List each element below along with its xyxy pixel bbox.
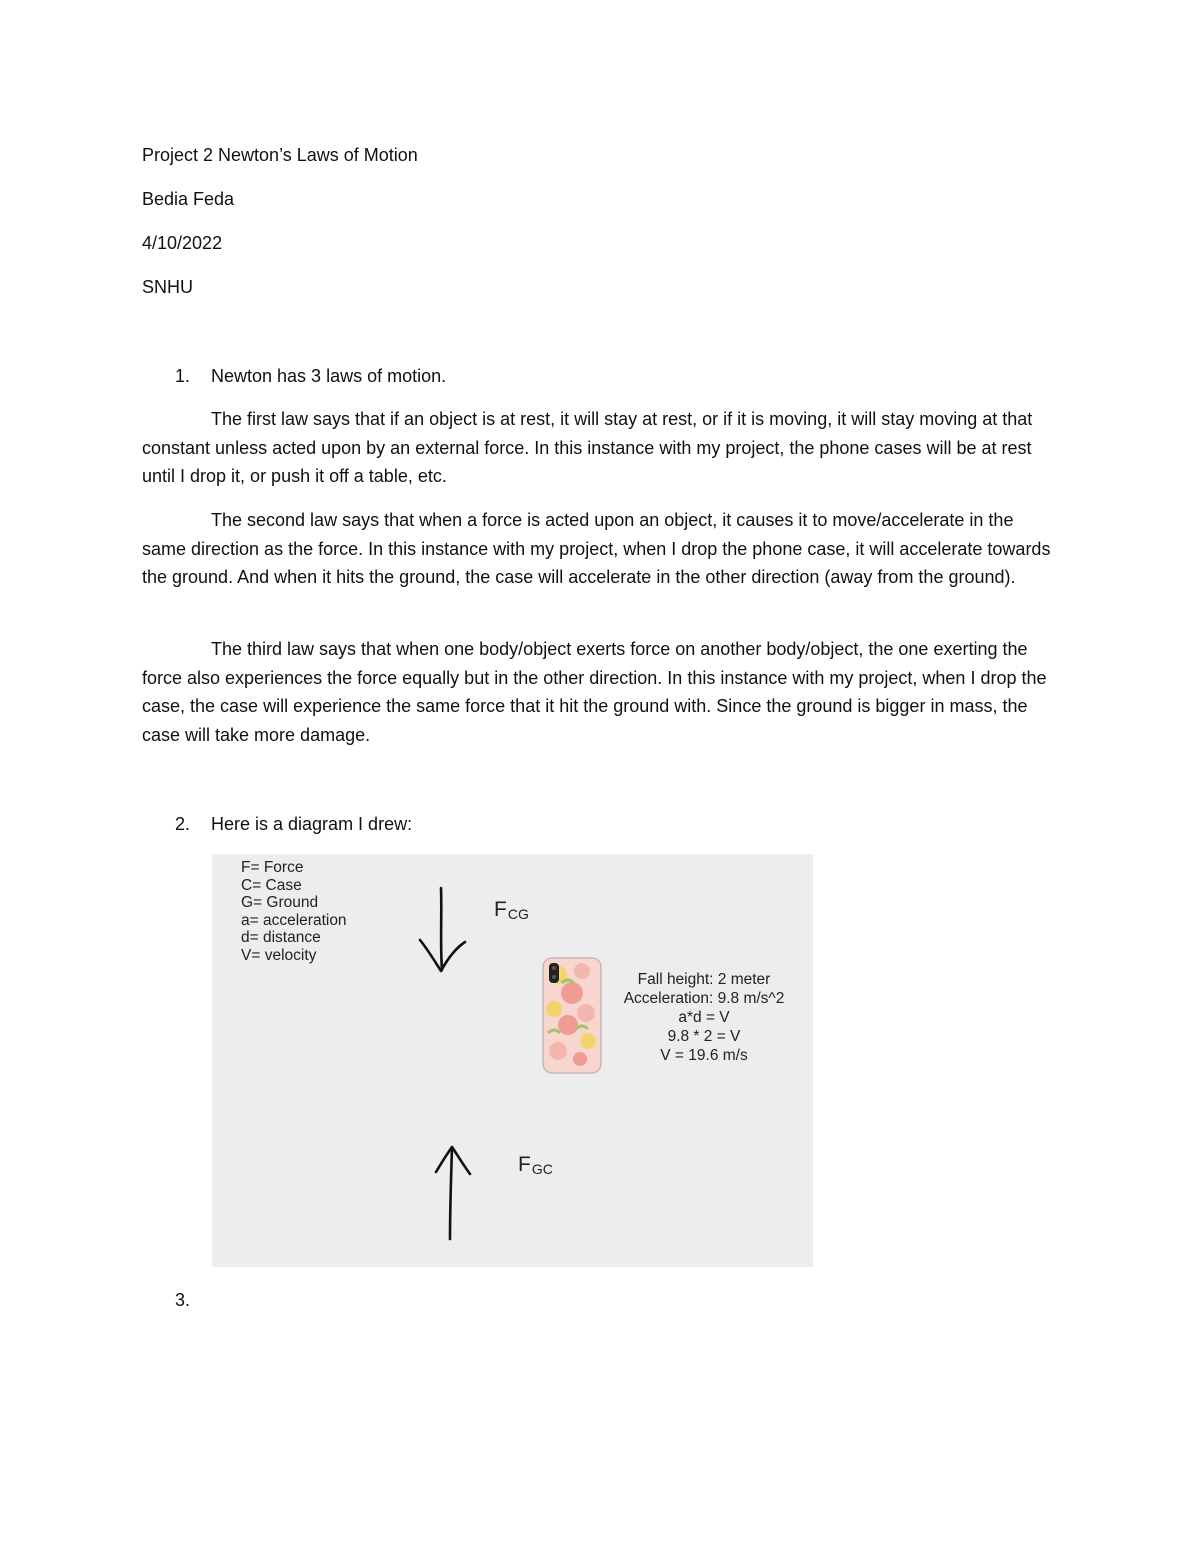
legend-item: a= acceleration (241, 911, 347, 929)
force-subscript: GC (531, 1161, 553, 1177)
third-law-paragraph: The third law says that when one body/object exerts force on another body/object, the one exerting the force also experiences the force equally but in the other direction. In this instance with my project, when I drop the case, the case will experience the same force that it hit the ground with. Since the ground is bigger in mass, the case will take more damage. (142, 639, 1047, 745)
first-law-paragraph: The first law says that if an object is at rest, it will stay at rest, or if it is moving, it will stay moving at that constant unless acted upon by an external force. In this instance with my project, the phone cases will be at rest until I drop it, or push it off a table, etc. (142, 409, 1033, 487)
force-label-gc (518, 1153, 553, 1177)
list-item-text: Here is a diagram I drew: (211, 814, 413, 834)
calc-line: a*d = V (678, 1009, 730, 1026)
legend-item: G= Ground (241, 894, 319, 912)
force-subscript: CG (507, 906, 529, 922)
phone-case-icon (542, 957, 602, 1074)
down-arrow-icon (412, 884, 472, 976)
school-name: SNHU (142, 277, 194, 297)
legend-item: d= distance (241, 929, 321, 947)
list-item-text: Newton has 3 laws of motion. (211, 366, 447, 386)
list-number: 1. (175, 366, 191, 386)
force-label-cg (494, 898, 529, 922)
force-symbol: F (494, 898, 507, 921)
force-symbol: F (518, 1153, 531, 1176)
document-title: Project 2 Newton’s Laws of Motion (142, 145, 418, 165)
author-name: Bedia Feda (142, 189, 235, 209)
calc-line: 9.8 * 2 = V (667, 1028, 741, 1045)
legend-item: V= velocity (241, 946, 317, 964)
calc-line: V = 19.6 m/s (660, 1047, 748, 1064)
document-date: 4/10/2022 (142, 233, 223, 253)
diagram-legend (241, 859, 347, 965)
calc-line: Fall height: 2 meter (637, 971, 771, 988)
legend-item: F= Force (241, 859, 304, 876)
force-diagram (212, 854, 813, 1267)
calculation-block (610, 970, 798, 1065)
up-arrow-icon (428, 1142, 488, 1242)
legend-item: C= Case (241, 876, 302, 894)
second-law-paragraph: The second law says that when a force is acted upon an object, it causes it to move/accelerate in the same direction as the force. In this instance with my project, when I drop the phone case, it will accelerate towards the ground. And when it hits the ground, the case will accelerate in the other direction (away from the ground). (142, 510, 1051, 588)
calc-line: Acceleration: 9.8 m/s^2 (623, 990, 785, 1007)
list-number: 2. (175, 814, 191, 834)
list-number: 3. (175, 1290, 191, 1310)
